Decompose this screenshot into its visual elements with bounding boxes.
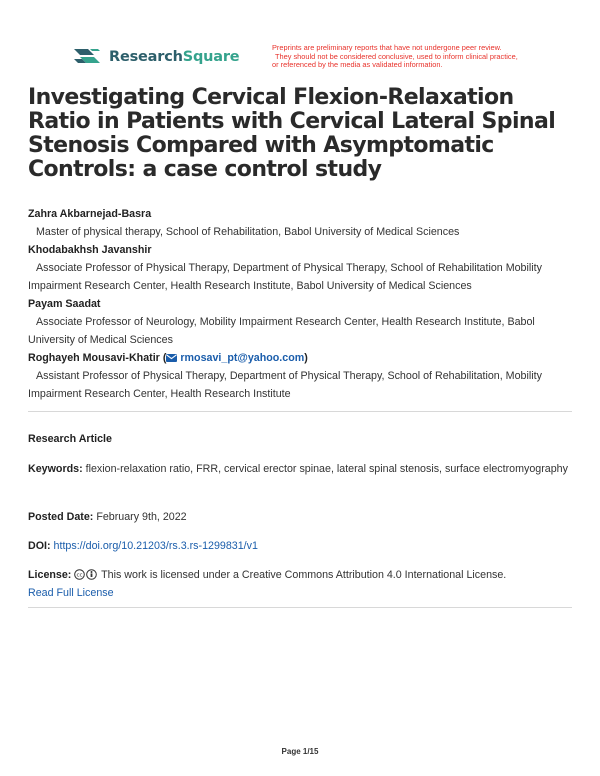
author-name: Khodabakhsh Javanshir	[28, 244, 152, 256]
author-name: Roghayeh Mousavi-Khatir	[28, 352, 160, 364]
license	[28, 566, 578, 602]
brand-name: ResearchSquare	[109, 49, 240, 65]
research-square-logo[interactable]	[72, 46, 239, 68]
svg-text:cc: cc	[76, 572, 83, 579]
keywords-value: flexion-relaxation ratio, FRR, cervical erector spinae, lateral spinal stenosis, surface electromyography	[85, 463, 568, 475]
page-number: Page 1/15	[281, 747, 319, 756]
mail-icon	[166, 354, 177, 362]
doi-label: DOI:	[28, 540, 51, 552]
author-name: Payam Saadat	[28, 298, 101, 310]
author-affiliation: Master of physical therapy, School of Rehabilitation, Babol University of Medical Sciences	[36, 226, 460, 238]
author-affiliation: Associate Professor of Neurology, Mobility Impairment Research Center, Health Research Institute, Babol University of Medical Sciences	[28, 316, 535, 346]
corresponding-author	[28, 349, 578, 367]
author-affiliation: Associate Professor of Physical Therapy, Department of Physical Therapy, School of Rehabilitation Mobility Impairment Research Center, Health Research Institute, Babol University of Medical Sciences	[28, 262, 542, 292]
author-name: Zahra Akbarnejad-Basra	[28, 208, 152, 220]
creative-commons-icon	[74, 569, 98, 580]
posted-date	[28, 508, 578, 526]
divider	[28, 607, 572, 608]
read-full-license-link[interactable]: Read Full License	[28, 587, 114, 599]
license-label: License:	[28, 569, 72, 581]
page-footer	[0, 747, 600, 756]
author-affiliation: Assistant Professor of Physical Therapy, Department of Physical Therapy, School of Rehabilitation, Mobility Impairment Research Center, Health Research Institute	[28, 370, 542, 400]
notice-line: Preprints are preliminary reports that have not undergone peer review.	[272, 43, 502, 52]
notice-line: or referenced by the media as validated information.	[272, 60, 443, 69]
notice-line: They should not be considered conclusive, used to inform clinical practice,	[275, 51, 518, 61]
keywords	[28, 460, 578, 478]
paper-title: Investigating Cervical Flexion-Relaxation Ratio in Patients with Cervical Lateral Spinal Stenosis Compared with Asymptomatic Controls: a case control study	[28, 85, 556, 182]
author-list	[28, 205, 578, 403]
author-email-link[interactable]: rmosavi_pt@yahoo.com	[166, 352, 304, 364]
research-square-logo-icon	[72, 46, 102, 68]
license-text: This work is licensed under a Creative Commons Attribution 4.0 International License.	[101, 569, 507, 581]
article-type: Research Article	[28, 433, 112, 445]
email-group: ( rmosavi_pt@yahoo.com)	[162, 352, 308, 364]
doi-link[interactable]: https://doi.org/10.21203/rs.3.rs-1299831/v1	[53, 540, 258, 552]
doi	[28, 537, 578, 555]
header	[72, 44, 572, 78]
preprint-notice	[272, 44, 572, 70]
posted-date-value: February 9th, 2022	[96, 511, 187, 523]
divider	[28, 411, 572, 412]
keywords-label: Keywords:	[28, 463, 83, 475]
posted-date-label: Posted Date:	[28, 511, 94, 523]
